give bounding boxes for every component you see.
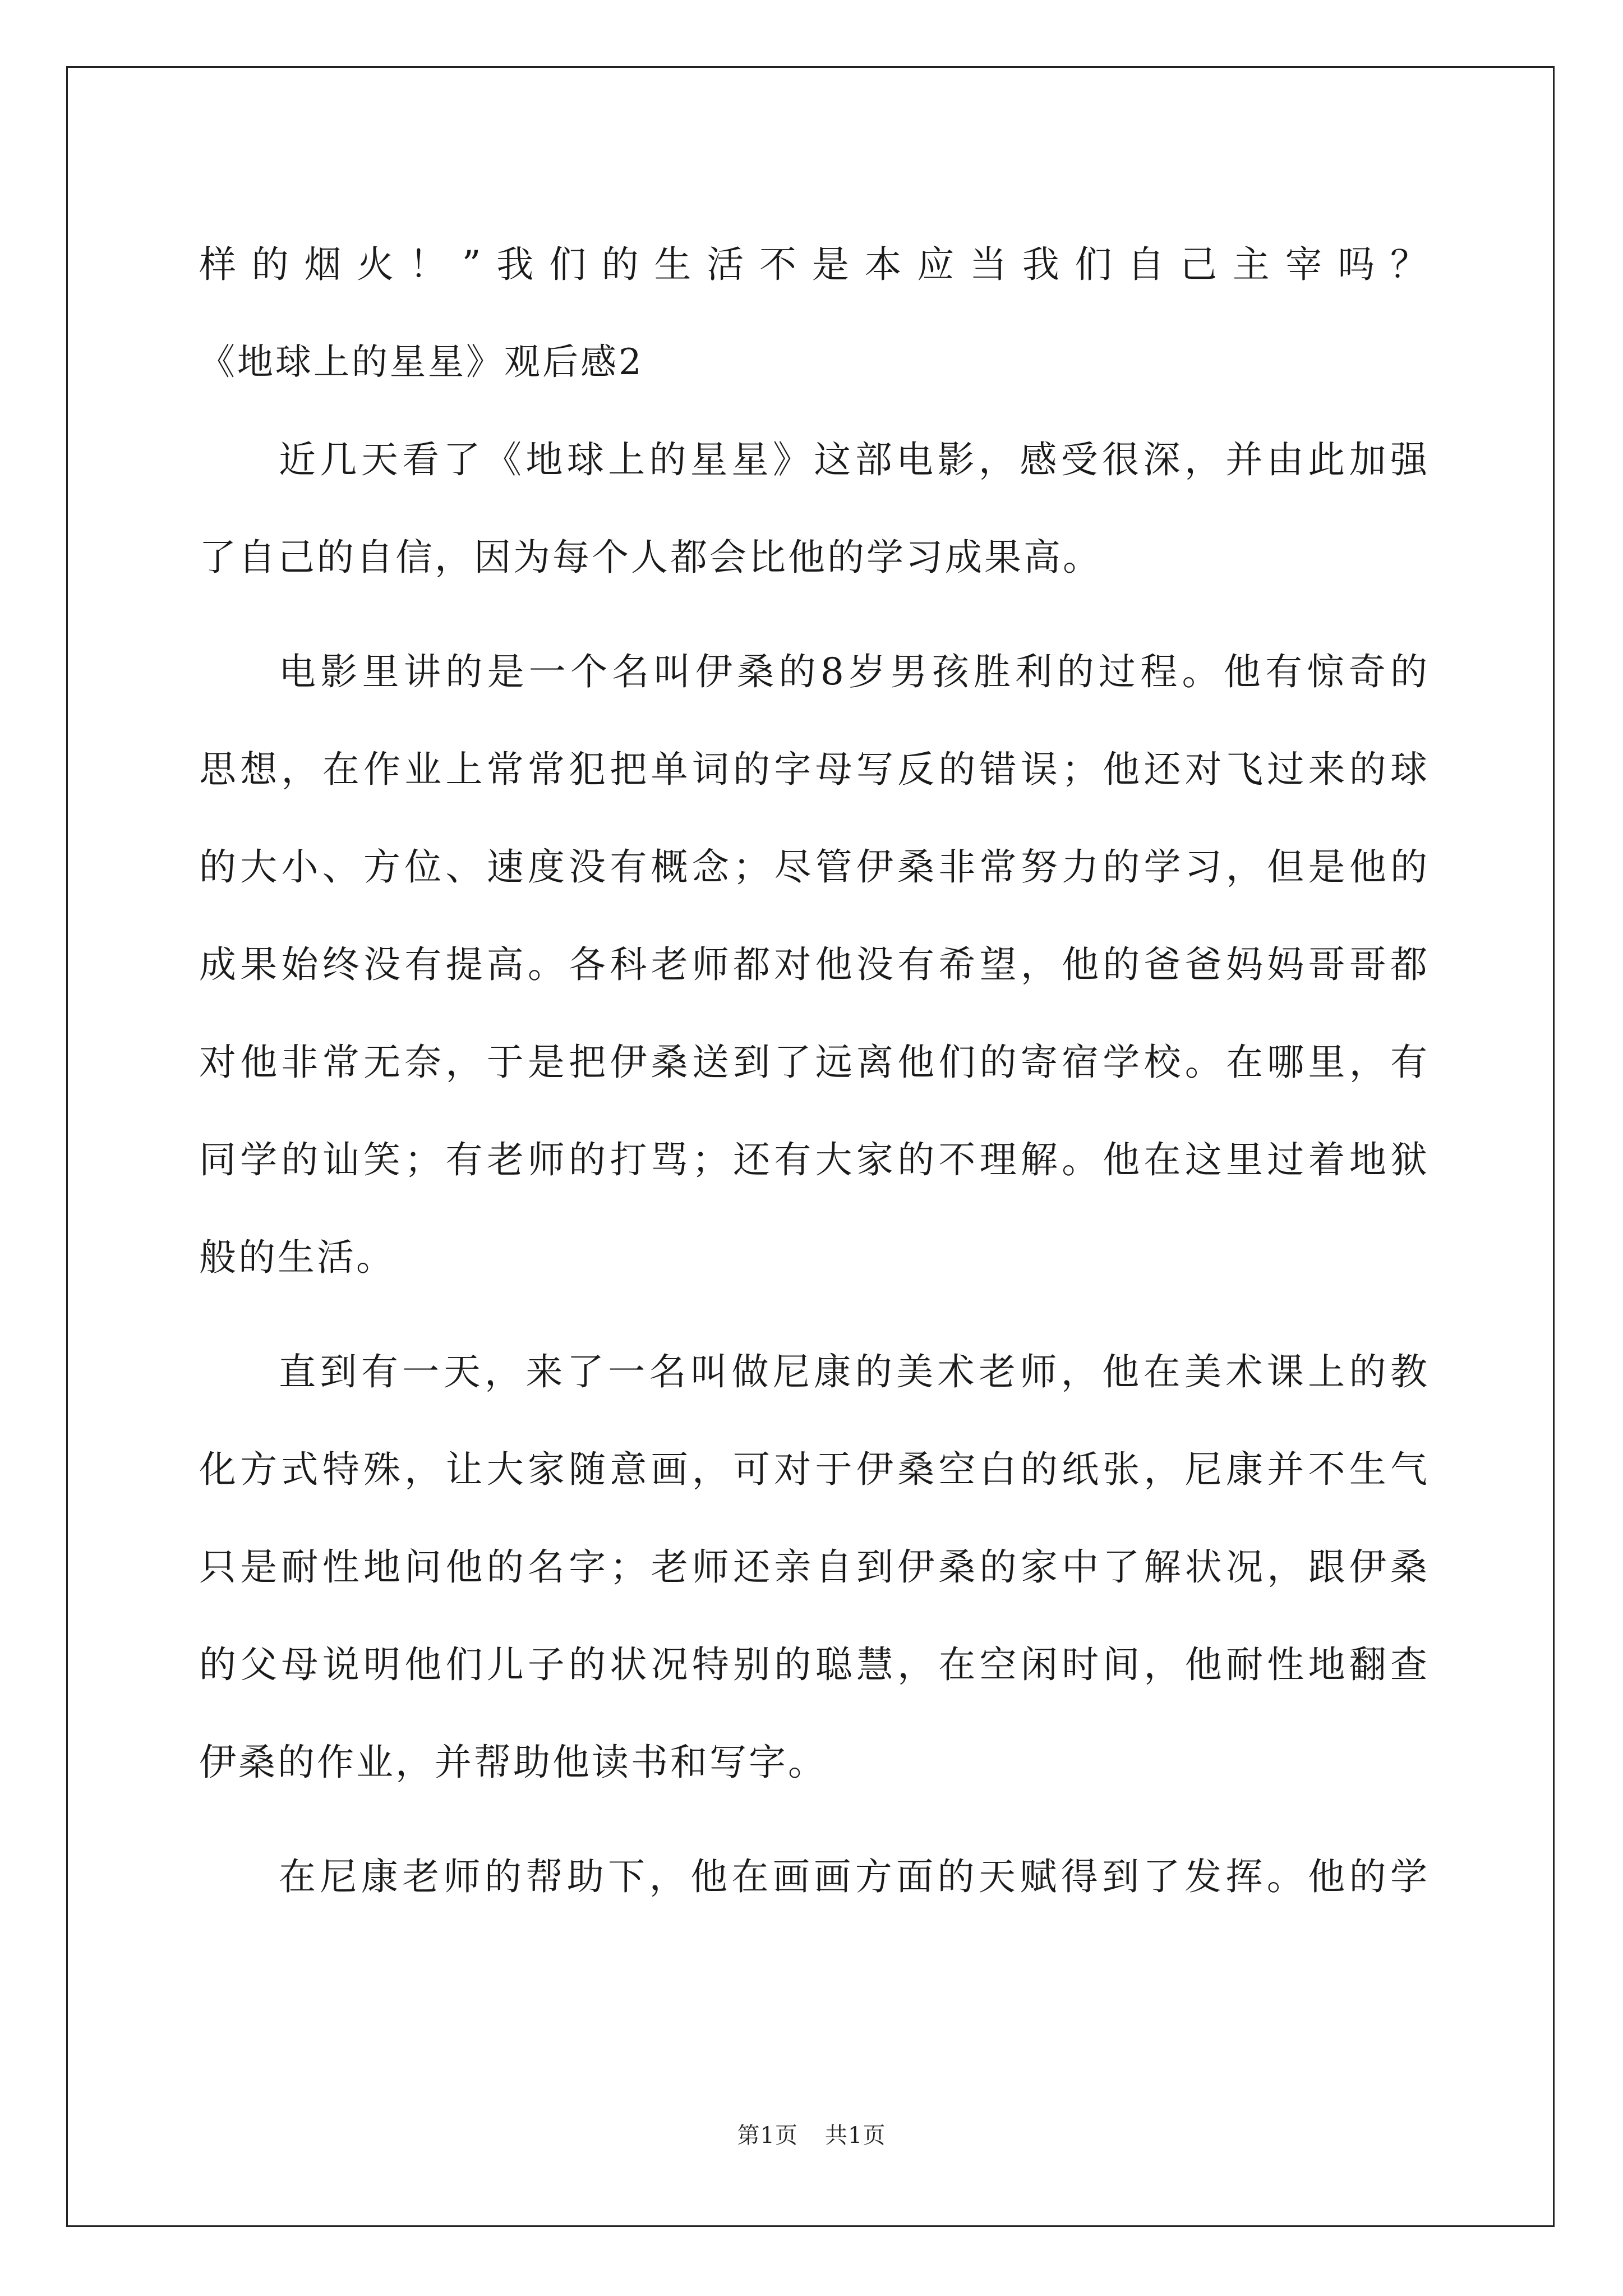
paragraph-line: 直到有一天，来了一名叫做尼康的美术老师，他在美术课上的教 <box>279 1350 1427 1393</box>
paragraph-line: 化方式特殊，让大家随意画，可对于伊桑空白的纸张，尼康并不生气 <box>199 1448 1427 1491</box>
paragraph-line: 电影里讲的是一个名叫伊桑的8岁男孩胜利的过程。他有惊奇的 <box>279 650 1427 693</box>
paragraph-line: 伊桑的作业，并帮助他读书和写字。 <box>199 1741 827 1784</box>
page-total: 共1页 <box>825 2123 886 2148</box>
section-title: 《地球上的星星》观后感2 <box>199 342 644 383</box>
paragraph-line: 在尼康老师的帮助下，他在画画方面的天赋得到了发挥。他的学 <box>279 1855 1427 1898</box>
paragraph-line: 只是耐性地问他的名字；老师还亲自到伊桑的家中了解状况，跟伊桑 <box>199 1545 1427 1589</box>
page-footer <box>0 2118 1623 2150</box>
paragraph-line: 对他非常无奈，于是把伊桑送到了远离他们的寄宿学校。在哪里，有 <box>199 1041 1427 1084</box>
page-number: 第1页 <box>737 2123 798 2148</box>
document-body <box>199 216 1427 1926</box>
paragraph-line: 思想，在作业上常常犯把单词的字母写反的错误；他还对飞过来的球 <box>199 748 1427 791</box>
text-line: 样的烟火！”我们的生活不是本应当我们自己主宰吗？ <box>199 243 1427 286</box>
paragraph-line: 近几天看了《地球上的星星》这部电影，感受很深，并由此加强 <box>279 438 1427 481</box>
paragraph-line: 的父母说明他们儿子的状况特别的聪慧，在空闲时间，他耐性地翻查 <box>199 1643 1427 1686</box>
paragraph-line: 了自己的自信，因为每个人都会比他的学习成果高。 <box>199 536 1102 579</box>
paragraph-line: 的大小、方位、速度没有概念；尽管伊桑非常努力的学习，但是他的 <box>199 845 1427 889</box>
paragraph-line: 成果始终没有提高。各科老师都对他没有希望，他的爸爸妈妈哥哥都 <box>199 943 1427 986</box>
paragraph-line: 般的生活。 <box>199 1236 395 1279</box>
paragraph-line: 同学的讪笑；有老师的打骂；还有大家的不理解。他在这里过着地狱 <box>199 1138 1427 1181</box>
